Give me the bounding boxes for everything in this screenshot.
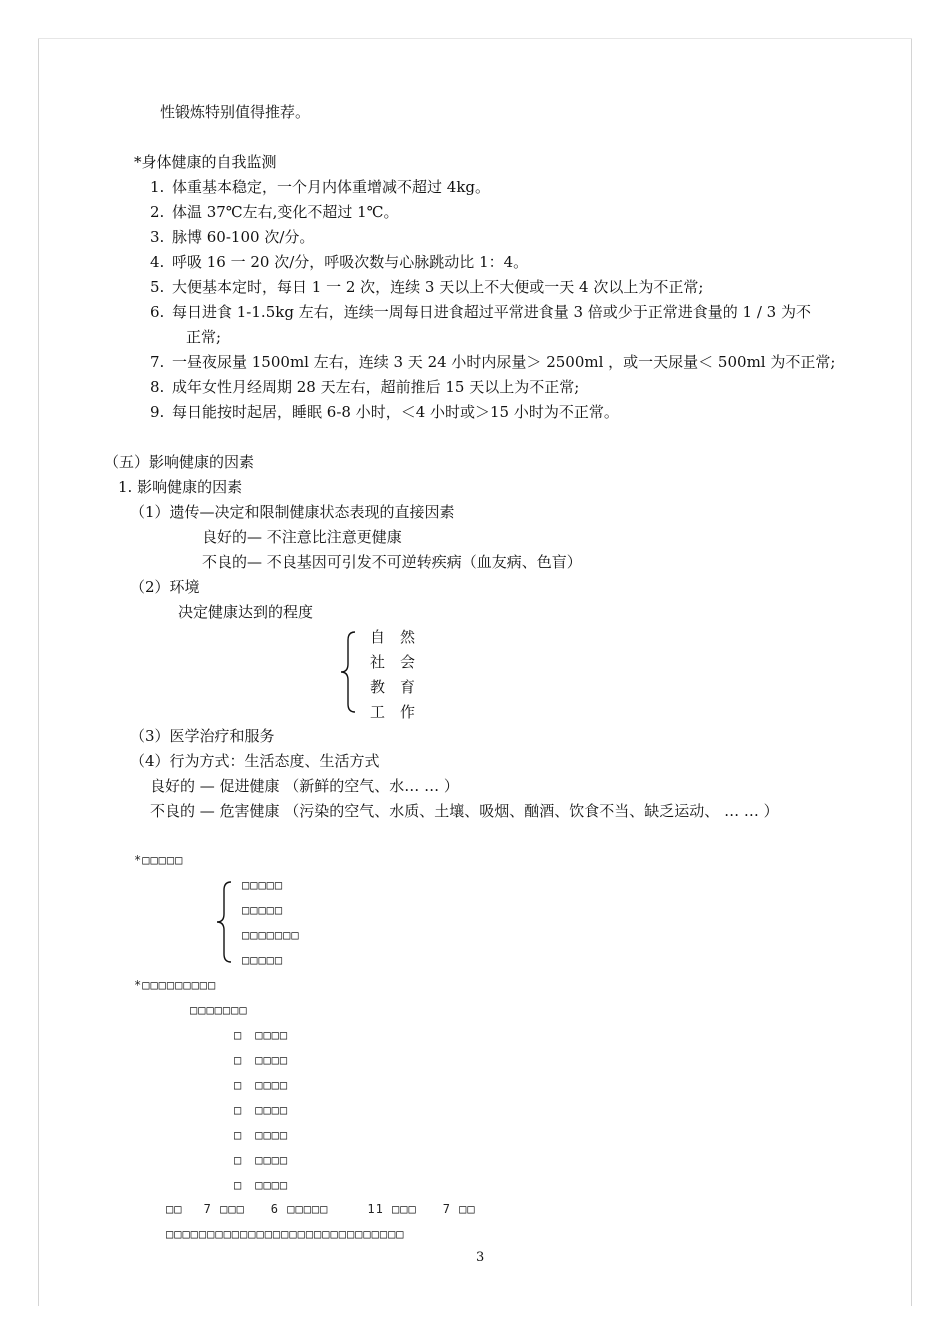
monitor-item-6-cont: 正常; <box>186 328 222 346</box>
monitor-item-6: 6. 每日进食 1-1.5kg 左右，连续一周每日进食超过平常进食量 3 倍或少于正常进食量的 1 / 3 为不 <box>150 303 811 321</box>
garbled-subtitle: □□□□□□□ <box>190 1003 248 1017</box>
environment-brace <box>338 630 358 714</box>
factor-environment: （2）环境 <box>130 578 200 596</box>
factor-behavior: （4）行为方式：生活态度、生活方式 <box>130 752 380 770</box>
factor-medical: （3）医学治疗和服务 <box>130 727 275 745</box>
monitor-item-3: 3. 脉博 60-100 次/分。 <box>150 228 315 246</box>
garbled-list-item: □ □□□□ <box>234 1128 289 1142</box>
monitor-title: *身体健康的自我监测 <box>134 153 277 171</box>
garbled-item: □□□□□□□ <box>242 928 300 942</box>
garbled-item: □□□□□ <box>242 953 284 967</box>
genetic-bad: 不良的— 不良基因可引发不可逆转疾病（血友病、色盲） <box>202 553 582 571</box>
garbled-line-1: □□ 7 □□□ 6 □□□□□ 11 □□□ 7 □□ <box>166 1202 476 1216</box>
monitor-item-8: 8. 成年女性月经周期 28 天左右，超前推后 15 天以上为不正常; <box>150 378 580 396</box>
environment-item-education: 教 育 <box>370 678 416 696</box>
factor-genetic: （1）遗传—决定和限制健康状态表现的直接因素 <box>130 503 455 521</box>
monitor-item-5: 5. 大便基本定时，每日 1 一 2 次，连续 3 天以上不大便或一天 4 次以上为不正常; <box>150 278 704 296</box>
garbled-item: □□□□□ <box>242 878 284 892</box>
monitor-item-9: 9. 每日能按时起居，睡眠 6-8 小时，＜4 小时或＞15 小时为不正常。 <box>150 403 619 421</box>
page-number: 3 <box>476 1250 485 1265</box>
garbled-item: □□□□□ <box>242 903 284 917</box>
page-border-right <box>911 38 912 1306</box>
intro-line: 性锻炼特别值得推荐。 <box>160 103 311 121</box>
garbled-list-item: □ □□□□ <box>234 1153 289 1167</box>
environment-item-work: 工 作 <box>370 703 416 721</box>
garbled-line-2: □□□□□□□□□□□□□□□□□□□□□□□□□□□□□ <box>166 1227 405 1241</box>
environment-item-society: 社 会 <box>370 653 416 671</box>
garbled-list-item: □ □□□□ <box>234 1103 289 1117</box>
section-title: （五）影响健康的因素 <box>104 453 255 471</box>
monitor-item-2: 2. 体温 37℃左右,变化不超过 1℃。 <box>150 203 399 221</box>
garbled-list-item: □ □□□□ <box>234 1078 289 1092</box>
garbled-list-item: □ □□□□ <box>234 1028 289 1042</box>
environment-desc: 决定健康达到的程度 <box>178 603 314 621</box>
garbled-title-b: *□□□□□□□□□ <box>134 978 217 992</box>
subsection-title: 1. 影响健康的因素 <box>118 478 243 496</box>
garbled-brace <box>214 880 234 964</box>
garbled-list-item: □ □□□□ <box>234 1178 289 1192</box>
garbled-title-a: *□□□□□ <box>134 853 184 867</box>
monitor-item-1: 1. 体重基本稳定，一个月内体重增减不超过 4kg。 <box>150 178 491 196</box>
monitor-item-4: 4. 呼吸 16 一 20 次/分，呼吸次数与心脉跳动比 1：4。 <box>150 253 529 271</box>
environment-item-nature: 自 然 <box>370 628 416 646</box>
behavior-good: 良好的 — 促进健康 （新鲜的空气、水… … ） <box>150 777 459 795</box>
page-border-top <box>38 38 912 39</box>
page-border-left <box>38 38 39 1306</box>
monitor-item-7: 7. 一昼夜尿量 1500ml 左右，连续 3 天 24 小时内尿量＞ 2500ml ，或一天尿量＜ 500ml 为不正常; <box>150 353 836 371</box>
genetic-good: 良好的— 不注意比注意更健康 <box>202 528 402 546</box>
garbled-list-item: □ □□□□ <box>234 1053 289 1067</box>
behavior-bad: 不良的 — 危害健康 （污染的空气、水质、土壤、吸烟、酗酒、饮食不当、缺乏运动、 … … ） <box>150 802 779 820</box>
